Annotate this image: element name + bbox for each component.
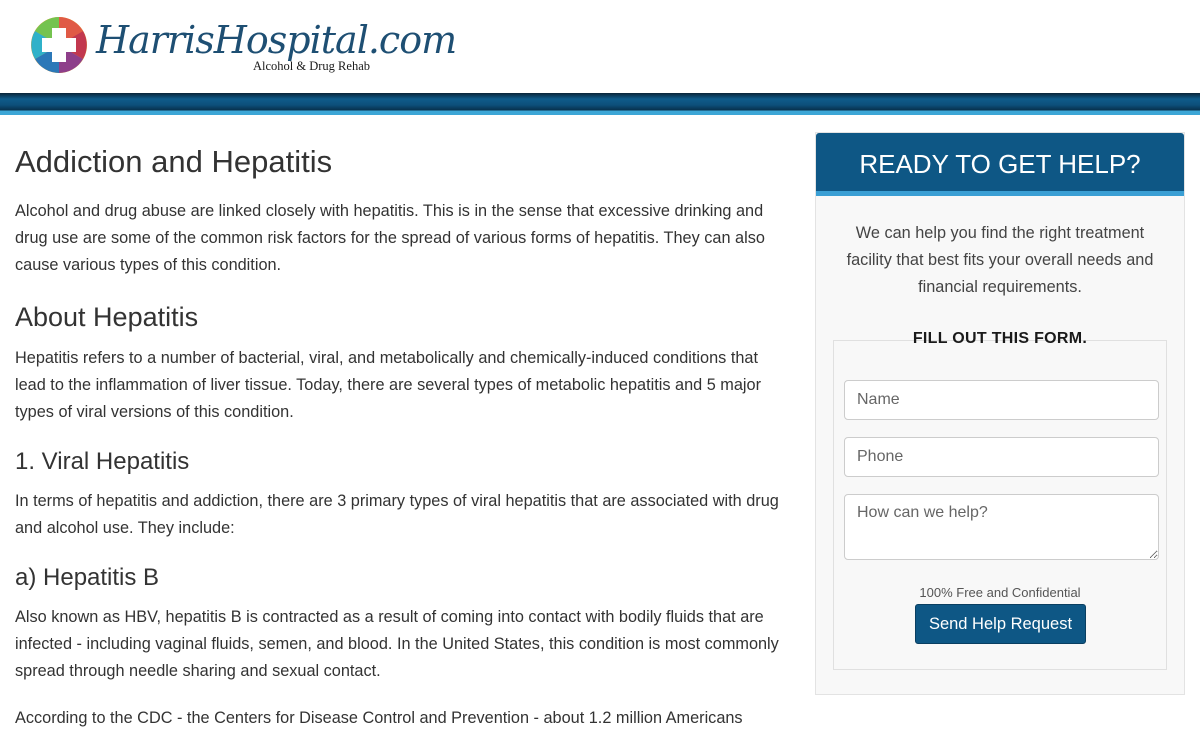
intro-paragraph: Alcohol and drug abuse are linked closely with hepatitis. This is in the sense that excessive drinking and drug use are some of the common risk factors for the spread of various forms of hepatitis. They can also cause various types of this condition.	[15, 202, 765, 274]
brand-tagline: Alcohol & Drug Rehab	[253, 59, 370, 73]
confidential-note: 100% Free and Confidential	[919, 585, 1081, 600]
message-textarea[interactable]	[844, 494, 1159, 560]
article-content	[15, 140, 785, 732]
cdc-paragraph: According to the CDC - the Centers for Disease Control and Prevention - about 1.2 million Americans	[15, 709, 743, 727]
help-sidebar	[815, 132, 1185, 695]
hepatitis-b-paragraph: Also known as HBV, hepatitis B is contracted as a result of coming into contact with bodily fluids that are infected - including vaginal fluids, semen, and blood. In the United States, this condition is most commonly spread through needle sharing and sexual contact.	[15, 608, 779, 680]
phone-input[interactable]	[844, 437, 1159, 477]
sidebar-heading: READY TO GET HELP?	[816, 133, 1184, 196]
send-help-request-button[interactable]: Send Help Request	[915, 604, 1086, 644]
viral-paragraph: In terms of hepatitis and addiction, there are 3 primary types of viral hepatitis that are associated with drug and alcohol use. They include:	[15, 492, 779, 537]
brand-name: HarrisHospital.com	[96, 18, 457, 62]
section-heading-viral: 1. Viral Hepatitis	[15, 448, 190, 475]
site-header	[0, 0, 1200, 93]
medical-cross-logo-icon	[30, 16, 88, 74]
name-input[interactable]	[844, 380, 1159, 420]
section-heading-hepatitis-b: a) Hepatitis B	[15, 564, 160, 591]
header-divider-bar	[0, 93, 1200, 115]
section-heading-about: About Hepatitis	[15, 302, 199, 332]
help-request-form	[833, 330, 1167, 670]
about-paragraph: Hepatitis refers to a number of bacterial, viral, and metabolically and chemically-induced conditions that lead to the inflammation of liver tissue. Today, there are several types of metabolic hepatitis and 5 major types of viral versions of this condition.	[15, 349, 762, 421]
sidebar-intro: We can help you find the right treatment facility that best fits your overall needs and financial requirements.	[846, 224, 1154, 296]
page-title: Addiction and Hepatitis	[15, 144, 333, 179]
form-title: FILL OUT THIS FORM.	[912, 330, 1088, 347]
